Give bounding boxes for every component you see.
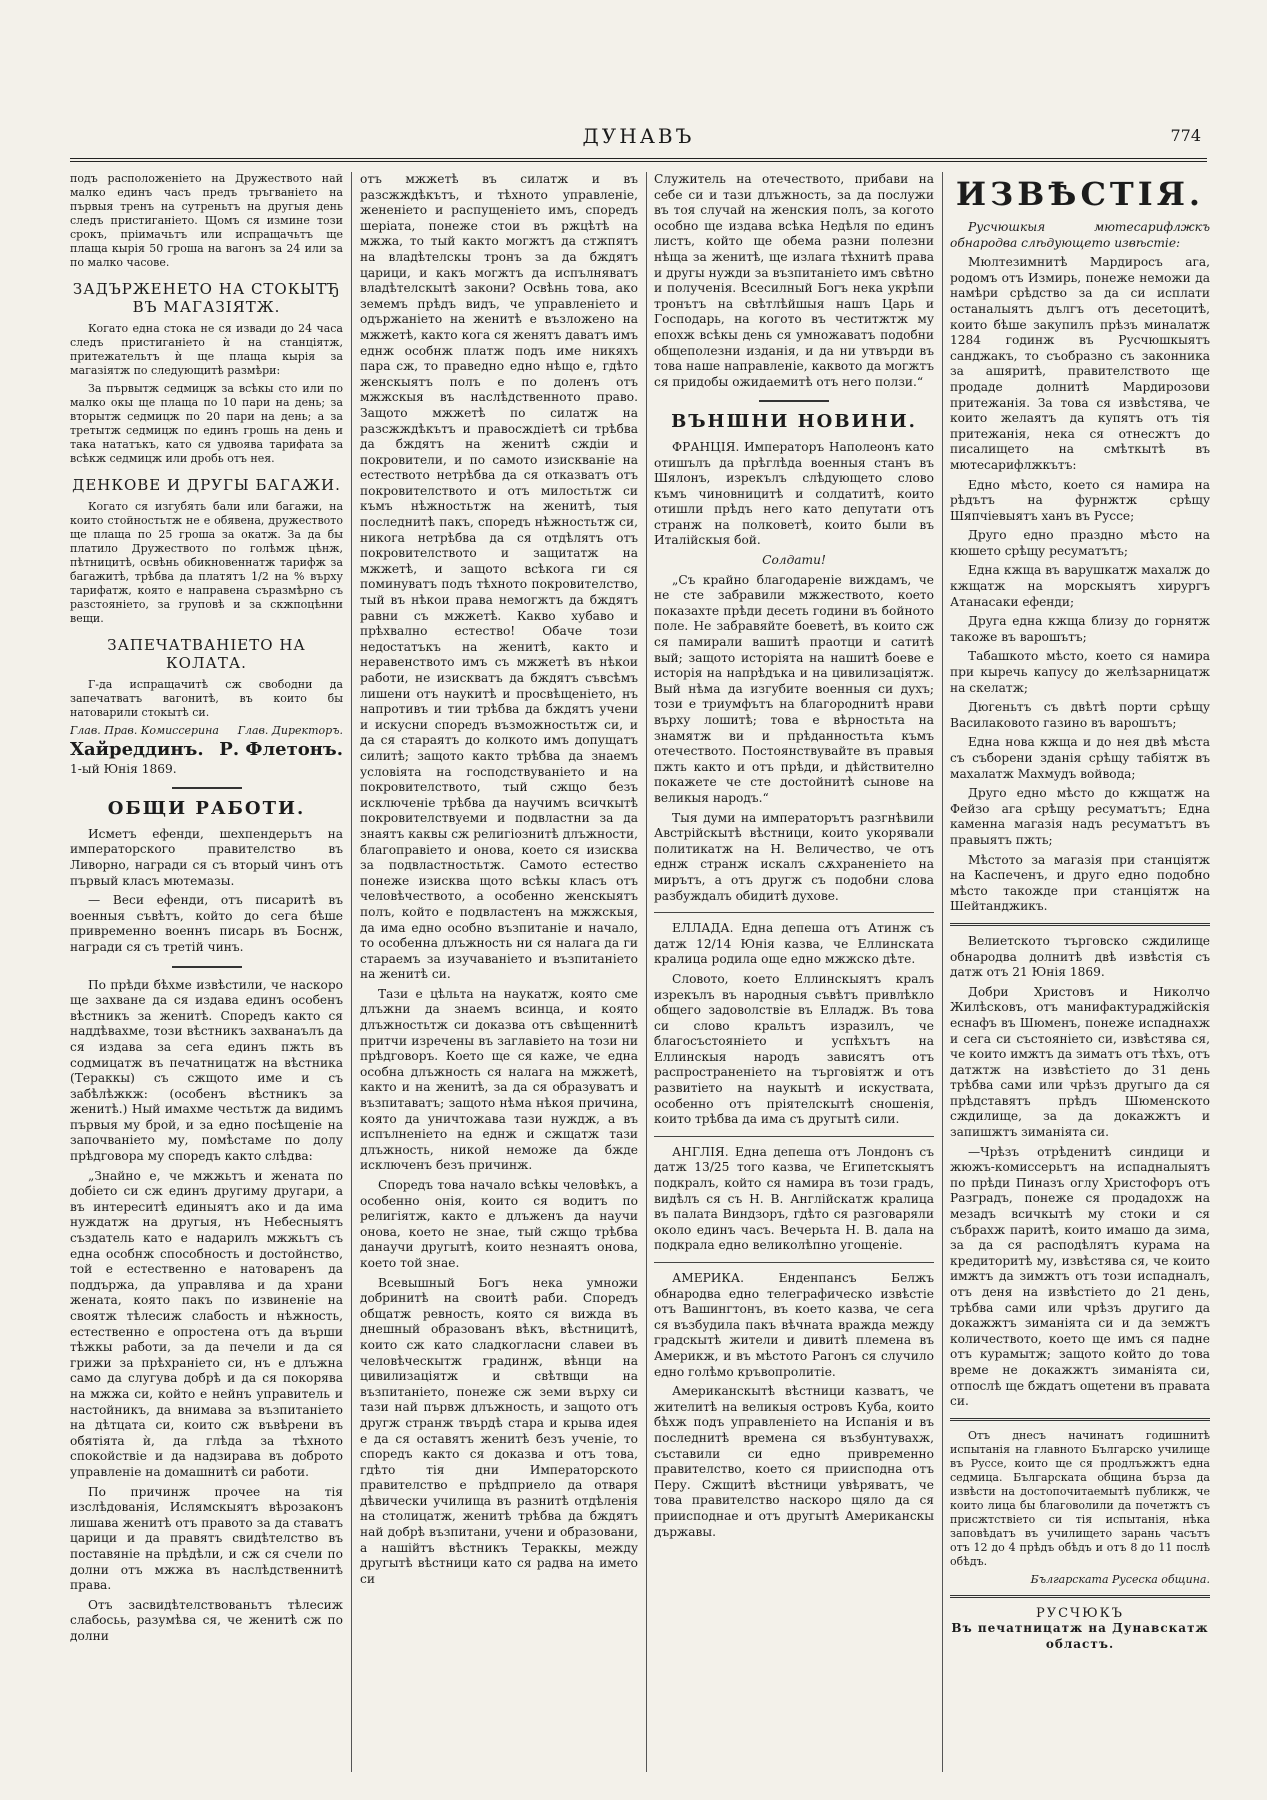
- paragraph: Исметъ ефенди, шехпендерьтъ на императорского правителство въ Ливорно, награди ся съ вторый чинъ отъ първый класъ мютемазы.: [70, 826, 343, 888]
- section-heading: ДЕНКОВЕ И ДРУГЫ БАГАЖИ.: [72, 476, 341, 494]
- paragraph: ЕЛЛАДА. Една депеша отъ Атинж съ датж 12/14 Юнія казва, че Еллинската кралица родила още едно мжжско дѣте.: [654, 921, 934, 967]
- divider: [950, 1595, 1210, 1598]
- paragraph: Американскытѣ вѣстници казватъ, че жителитѣ на великыя островъ Куба, които бѣхж подъ управленіето на Испанія и въ последнитѣ времена ся възбунтувахж, съставили си едно привременно правителство, което ся приисподна отъ Перу. Сжщитѣ вѣстници увѣряватъ, че това правителство наскоро щяло да ся приисподнае и отъ другытѣ Американскы държавы.: [654, 1384, 934, 1539]
- paragraph: — Веси ефенди, отъ писаритѣ въ военныя съвѣтъ, който до сега бѣше привременно военнъ писарь въ Боснж, награди ся съ третій чинъ.: [70, 893, 343, 954]
- column-1: [70, 172, 343, 1772]
- paragraph: АМЕРИКА. Енденпансъ Белжъ обнародва едно телеграфическо извѣстіе отъ Вашингтонъ, въ което казва, че сега ся възбудила пакъ вѣчната вражда между градскытѣ жители и дивитѣ племена въ Америкж, и въ мѣстото Рагонъ ся случило едно голѣмо кръвопролитіе.: [654, 1271, 934, 1379]
- divider: [950, 923, 1210, 926]
- paragraph: Дюгеньтъ съ двѣтѣ порти срѣщу Василаковото газино въ варошътъ;: [950, 700, 1210, 730]
- paragraph: Солдати!: [762, 553, 826, 568]
- divider: [172, 966, 242, 968]
- signature-names: [70, 739, 343, 760]
- columns: [70, 172, 1210, 1772]
- column-4: [950, 172, 1210, 1772]
- paragraph: —Чрѣзъ отрѣденитѣ синдици и жюжъ-комиссерьтъ на испадналыятъ по прѣди Пиназъ оглу Христофоръ отъ Разградъ, понеже ся продадохж на мезадъ всичкытѣ му стоки и ся събрахж паритѣ, които имашо да зима, за да ся расподѣлятъ курама на кредиторитѣ му, извѣстява ся, че които имжтъ да зимжтъ отъ този испадналъ, отъ деня на извѣстіето до 21 день, трѣбва сами или чрѣзъ другиго да докажжтъ зиманіята си и да земжтъ количеството, което ще имъ ся падне отъ курамытж; защото който до това време не докажжтъ зиманіята си, отпослѣ ще бждатъ ощетени въ правата си.: [950, 1144, 1210, 1409]
- signature-name: Хайреддинъ.: [70, 739, 204, 760]
- paragraph: „Знайно е, че мжжьтъ и женатa по добіето си сж единъ другиму другари, а въ интереситѣ единыятъ ако и да има нуждатж на другыя, нъ Небесныятъ създатель като е надарилъ мжжьтъ съ една особнж способность и достойнство, той е естественно е натоваренъ да поддържа, да управлява и да храни женатa, която пакъ по извиненіе на своятж тѣлесиж слабость и нѣжность, естественно е опростена отъ да върши тѣжкы работи, за да печели и да ся грижи за прѣхраніето си, нъ е длъжна само да слугува добрѣ и да ся покорява на мжжа си, който е нейнъ управитель и настойникъ, да внимава за възпитаніето на дѣтцата си, които сж въвѣрени въ обятіята ѝ, да глѣда за тѣхното спокойствіе и да надзирава въ доброто управленіе на домашнитѣ си работи.: [70, 1168, 343, 1479]
- section-heading: ОБЩИ РАБОТИ.: [107, 798, 306, 820]
- paragraph: Когато една стока не ся извади до 24 часа следъ пристиганіето ѝ на станціятж, притежательтъ ѝ ще плаща кырія за магазіятж по следующитѣ размѣри:: [70, 322, 343, 377]
- masthead: [70, 118, 1207, 162]
- date-line: 1-ый Юнія 1869.: [70, 761, 177, 776]
- paragraph: „Съ крайно благодареніе виждамъ, че не сте забравили мжжеството, което показахте прѣди десеть години въ бойното поле. Не забравяйте боеветѣ, въ които сж ся памирали вашитѣ праотци и сатитѣ вый; защото исторіята на нашитѣ боеве е исторія на напрѣдъка и на цивилизаціятж. Вый нѣма да изгубите военныя си духъ; този е триумфътъ на благороднитѣ нрави върху лошитѣ; това е вѣрностьта на знамятж ви и прѣданностьта къмъ отечеството. Постоянствувайте въ правыя пжть както и отъ прѣди, и дѣйствително покажете че сте достойнитѣ сынове на великыя народъ.“: [654, 572, 934, 805]
- page-number: 774: [1170, 126, 1201, 145]
- paragraph: Отъ днесъ начинатъ годишнитѣ испытанія на главното Българско училище въ Руссе, които ще ся продлъжжтъ една седмица. Българската община бърза да извѣсти на достопочитаемытѣ публикж, че които лица бы благоволили да почетжтъ съ присжтствіето си тія испытанія, нѣка заповѣдатъ въ училището зарань часътъ отъ 12 до 4 прѣдъ обѣдъ и отъ 8 до 11 послѣ обѣдъ.: [950, 1428, 1210, 1568]
- column-divider: [351, 172, 352, 1772]
- city-name: РУСЧЮКЪ: [1035, 1605, 1125, 1621]
- section-heading: ЗАПЕЧАТВАНІЕТО НА КОЛАТА.: [107, 636, 306, 672]
- paragraph: Словото, което Еллинскыятъ кралъ изрекълъ въ народныя съвѣтъ привлѣкло общего задоволствіе въ Елладж. Въ това си слово кральтъ изразилъ, че благосъстояніето и успѣхътъ на Еллинскыя народъ зависятъ отъ распространеніето на търговіятж и отъ развитіето на наукытѣ и искуствата, особенно отъ прiятелскытѣ сношенія, които трѣбва да има съ другытѣ сили.: [654, 971, 934, 1127]
- paragraph: По причинж прочее на тія изслѣдованія, Ислямскыятъ вѣрозаконъ лишава женитѣ отъ правото за да ставатъ царици и да правятъ свидѣтелство въ поставяніе на прѣдѣли, и сж ся счели по долни отъ мжжа въ наслѣдственнитѣ права.: [70, 1484, 343, 1593]
- divider: [654, 1136, 934, 1137]
- paragraph: Друга една кжща близу до горнятж такоже въ варошътъ;: [950, 614, 1210, 644]
- paragraph: Табашкото мѣсто, което ся намира при кыречь капусу до желѣзарницатж на скелатж;: [950, 649, 1210, 695]
- paragraph: Тыя думи на императорътъ разгнѣвили Австрійскытѣ вѣстници, които укорявали политикатж на Н. Величество, че отъ еднж странж искалъ сѫхраненіето на мирътъ, а отъ другж съ подобни слова разбуждалъ обидитѣ духове.: [654, 810, 934, 903]
- paragraph: По прѣди бѣхме извѣстили, че наскоро ще захване да ся издава единъ особенъ вѣстникъ за женитѣ. Споредъ както ся наддѣвахме, този вѣстникъ захванаълъ да ся издава за сега единъ пжть въ содмицатж въ печатницатж на вѣстника (Тераккы) съ сжщото име и съ забѣлѣжкж: (особенъ вѣстникъ за женитѣ.) Ный имахме честьтж да видимъ първыя му брой, и за едно посѣщеніе на започваніето му, помѣстаме по долу прѣдговора му споредъ както слѣдва:: [70, 977, 343, 1164]
- paragraph: Една нова кжща и до нея двѣ мѣста съ съборени зданія срѣщу табіятж въ махалатж Махмудъ войвода;: [950, 735, 1210, 781]
- signature-name: Р. Флетонъ.: [219, 739, 343, 760]
- divider: [759, 400, 829, 402]
- divider: [654, 912, 934, 913]
- paragraph: подъ расположеніето на Дружеството най малко единъ часъ предъ тръгваніето на първыя тренъ на сутреньтъ на другыя день следъ пристиганіето. Щомъ ся измине този срокъ, пріимачьтъ или испращачьтъ ще плаща кырія 50 гроша на вагонъ за 24 или за по малко часове.: [70, 172, 343, 269]
- paragraph: АНГЛІЯ. Една депеша отъ Лондонъ съ датж 13/25 того казва, че Египетскыятъ подкралъ, който ся намира въ този градъ, видѣлъ ся съ Н. В. Англійскатж кралица въ палата Виндзоръ, гдѣто ся разговаряли около единъ часъ. Вечерьта Н. В. дала на подкрала едно великолѣпно угощеніе.: [654, 1144, 934, 1253]
- section-heading: ВЪНШНИ НОВИНИ.: [671, 411, 917, 433]
- divider: [654, 1262, 934, 1263]
- paragraph: Служитель на отечеството, прибави на себе си и тази длъжность, за да послужи въ тоя случай на женския полъ, за когото особно ще издава всѣка Недѣля по единъ листъ, който ще обема разни полезни нѣща за женитѣ, ще излага тѣхнитѣ права и другы нужди за възпитаніето имъ свѣтно и полученія. Всесилный Богъ нека укрѣпи тронътъ на свѣтлѣйшыя нашъ Царь и Господарь, на когото въ честитжтж му епохж всѣкы день ся умножаватъ подобни общеполезни изданія, и да ни утвърди въ това наше направленіе, каквото да могжтъ ся придобы ожидаемитѣ отъ него ползи.“: [654, 172, 934, 389]
- paragraph: Споредъ това начало всѣкы человѣкъ, а особенно онія, които ся водитъ по религіятж, както е длъженъ да научи онова, което не знае, тый сжщо трѣбва данаучи другытѣ, които незнаятъ онова, което той знае.: [360, 1178, 638, 1270]
- divider: [950, 1418, 1210, 1421]
- paragraph: Друго едно праздно мѣсто на кюшето срѣщу ресуматътъ;: [950, 528, 1210, 558]
- paragraph: Едно мѣсто, което ся намира на рѣдътъ на фурнжтж срѣщу Шяпчіевыятъ ханъ въ Руссе;: [950, 477, 1210, 523]
- paragraph: ФРАНЦІЯ. Императоръ Наполеонъ като отишълъ да прѣглѣда военныя станъ въ Шялонъ, изрекълъ слѣдующето слово къмъ чиновницитѣ и солдатитѣ, които отишли прѣдъ него като депутати отъ странж на полковетѣ, които были въ Италійскыя бой.: [654, 439, 934, 548]
- paragraph: Мюлтезимнитѣ Мардиросъ ага, родомъ отъ Измирь, понеже неможи да намѣри срѣдство за да си исплати останалыятъ дългъ отъ десетоцитѣ, които бѣше закупилъ прѣзъ миналатж 1284 годинж въ Русчюшкыятъ санджакъ, то съобразно съ законника за ашяритѣ, правителството ще продаде долнитѣ Мардирозови притежанія. За това ся извѣстява, че които желаятъ да купятъ отъ тія притежанія, нека ся отнесжтъ до писалището на смѣткытѣ въ мютесарифлжкътъ:: [950, 255, 1210, 472]
- paragraph: Една кжща въ варушкатж махалж до кжщатж на морскыятъ хирургъ Атанасаки ефенди;: [950, 563, 1210, 609]
- paragraph: Всевышный Богъ нека умножи добринитѣ на своитѣ раби. Споредъ общатж ревность, която ся вижда въ днешный образованъ вѣкъ, вѣстницитѣ, които сж като сладкогласни славеи въ человѣческытж градинж, вѣнци на цивилизаціятж и свѣтвщи на възпитаніето, понеже сж земи върху си тази най първж длъжность, и защото отъ другж странж твърдѣ стара и крыва идея е да ся оставятъ женитѣ безъ ученіе, то споредъ както ся доказва и отъ това, гдѣто тія дни Императорското правителство е прѣдприело да отваря дѣвически училища въ разнитѣ отдѣленія на столицатж, женитѣ трѣбва да бждятъ най добрѣ възпитани, учени и образовани, а нашійтъ вѣстникъ Тераккы, между другытѣ вѣстници като ся радва на името си: [360, 1275, 638, 1586]
- section-heading: ЗАДЪРЖЕНЕТО НА СТОКЫТЂ ВЪ МАГАЗІЯТЖ.: [72, 280, 341, 316]
- paragraph: отъ мжжетѣ въ силатж и въ разсжждѣкътъ, и тѣхното управленіе, жененіето и распущеніето имъ, споредъ шерiата, понеже стои въ ржцѣтѣ на мжжа, то тый както могжтъ да стжпятъ на владѣтелскы тронъ за да бждятъ царици, и какъ могжтъ да испълняватъ владѣтелскытѣ закони? Освѣнь това, ако земемъ прѣдъ видъ, че управленіето и одържаніето на женитѣ е възложено на мжжетѣ, както кога ся женятъ даватъ имъ еднж особнж платж подъ име никяхъ пара сж, то праведно едно нѣщо е, гдѣто женскыятъ полъ е по доленъ отъ мжжскыя въ наслѣдственното право. Защото мжжетѣ по силатж на разсжждѣкътъ и правосждіетѣ си трѣбва да бждятъ на женитѣ сждіи и покровители, и по самото изискваніе на естеството нетрѣбва да ся отказватъ отъ покровителството и отъ милостьтж си къмъ нѣжностьтж на женитѣ, тыя последнитѣ пакъ, споредъ нѣжностьтж си, никога нетрѣбва да ся отдѣлятъ отъ покровителството и защитатж на мжжетѣ, и защото всѣкога ги ся поминуватъ подъ тѣхното покровителство, тый въ нѣкои права немогжтъ да бждятъ равни съ мжжетѣ. Какво хубаво и прѣхвално естество! Обаче този недостатъкъ на женитѣ, както и неравенството имъ съ мжжетѣ въ нѣкои работи, не изискватъ да бждятъ съвсѣмъ лишени отъ наукитѣ и просвѣщеніето, нъ напротивъ и тии трѣбва да бждятъ учени и искусни споредъ възможностьтж си, и да ся стараятъ до колкото имъ допущатъ силитѣ; защото както трѣбва да знаемъ условіята на господствуваніето и на покровителството, тый сжщо безъ исключеніе трѣбва да научимъ всичкытѣ покровителствуеми и подвластни за да знаятъ каквы сж религіознитѣ длъжности, благоправіето и онова, което ся изисква за подвластностьтж. Самото естество понеже изисква щото всѣкы класъ отъ человѣчеството, а особенно женскыятъ полъ, който е подвластенъ на мжжскыя, да има едно особно възпитаніе и начало, то особенна длъжность ни ся налага да ги стараемъ за изучаваніето и възпитаніето на женитѣ си.: [360, 172, 638, 982]
- paragraph: За първытж седмицж за всѣкы сто или по малко окы ще плаща по 10 пари на день; за вторытж седмицж по 20 пари на день; а за третытж седмицж по единъ грошь на день и така нататъкъ, като ся удвоява тарифата за всѣкж седмицж или дробь отъ нея.: [70, 382, 343, 465]
- section-heading: ИЗВѢСТІЯ.: [955, 175, 1205, 213]
- column-2: [360, 172, 638, 1772]
- paragraph: Мѣстото за магазія при станціятж на Каспеченъ, и друго едно подобно мѣсто такожде при станціятж на Шейтанджикъ.: [950, 852, 1210, 914]
- newspaper-title: ДУНАВЪ: [582, 124, 695, 148]
- paragraph: Отъ засвидѣтелствованьтъ тѣлесиж слабосьь, разумѣва ся, че женитѣ сж по долни: [70, 1597, 343, 1643]
- paragraph: Тази е цѣльта на наукатж, която сме длъжни да знаемъ всинца, и която длъжностьтж си доказва отъ свѣщеннитѣ притчи изречены въ заглавіето на този ни прѣдговоръ. Което ще ся каже, че една особна длъжность ся налага на мжжетѣ, както и на женитѣ, за да ся образуватъ и възпитаватъ; защото нѣма нѣкоя причина, която да уничтожава тази нуждж, а въ испълненіето на еднж и сжщатж тази длъжность, никой неможе да бжде исключенъ безъ причинж.: [360, 986, 638, 1173]
- signature-title: Глав. Директоръ.: [237, 724, 343, 737]
- paragraph: Добри Христовъ и Николчо Жилѣсковъ, отъ манифактураджійскія еснафъ въ Шюменъ, понеже испаднахж и сега си състояніето си, извѣстява ся, че които имжтъ да зиматъ отъ тѣхъ, отъ датжтж на извѣстіето до 31 день трѣбва сами или чрѣзъ другыго да ся прѣдставятъ прѣдъ Шюменското сждилище, за да докажжтъ и запишжтъ зиманіята си.: [950, 984, 1210, 1140]
- column-3: [654, 172, 934, 1772]
- paragraph: Г-да испращачитѣ сж свободни да запечатватъ вагонитѣ, въ които бы натоварили стокытѣ си.: [70, 678, 343, 719]
- paragraph: Велиетското търговско сждилище обнародва долнитѣ двѣ извѣстія съ датж отъ 21 Юнія 1869.: [950, 933, 1210, 980]
- signature-titles: [70, 724, 343, 738]
- paragraph: Русчюшкыя мютесарифлжкъ обнародва слѣдующето извѣстіе:: [950, 220, 1210, 250]
- column-divider: [942, 172, 943, 1772]
- signature: Българската Русеска община.: [1030, 1572, 1210, 1586]
- paragraph: Друго едно мѣсто до кжщатж на Фейзо ага срѣщу ресуматътъ; Една каменна магазія надъ ресуматътъ въ правыятъ пжть;: [950, 786, 1210, 847]
- paragraph: Когато ся изгубять бали или багажи, на които стойностьтж не е обявена, дружеството ще плаща по 25 гроша за окатж. За да бы платило Дружеството по голѣмж цѣнж, пѣтницитѣ, освѣнь обикновеннатж тарифж за багажитѣ, трѣбва да платятъ 1/2 на % върху тарифатж, която е направена съразмѣрно съ разстояніето, за груповѣ и за скжпоцѣнни вещи.: [70, 500, 343, 625]
- column-divider: [646, 172, 647, 1772]
- printer-note: Въ печатницатж на Дунавскатж областъ.: [951, 1621, 1209, 1651]
- signature-title: Глав. Прав. Комиссерина: [70, 724, 219, 737]
- divider: [172, 787, 242, 789]
